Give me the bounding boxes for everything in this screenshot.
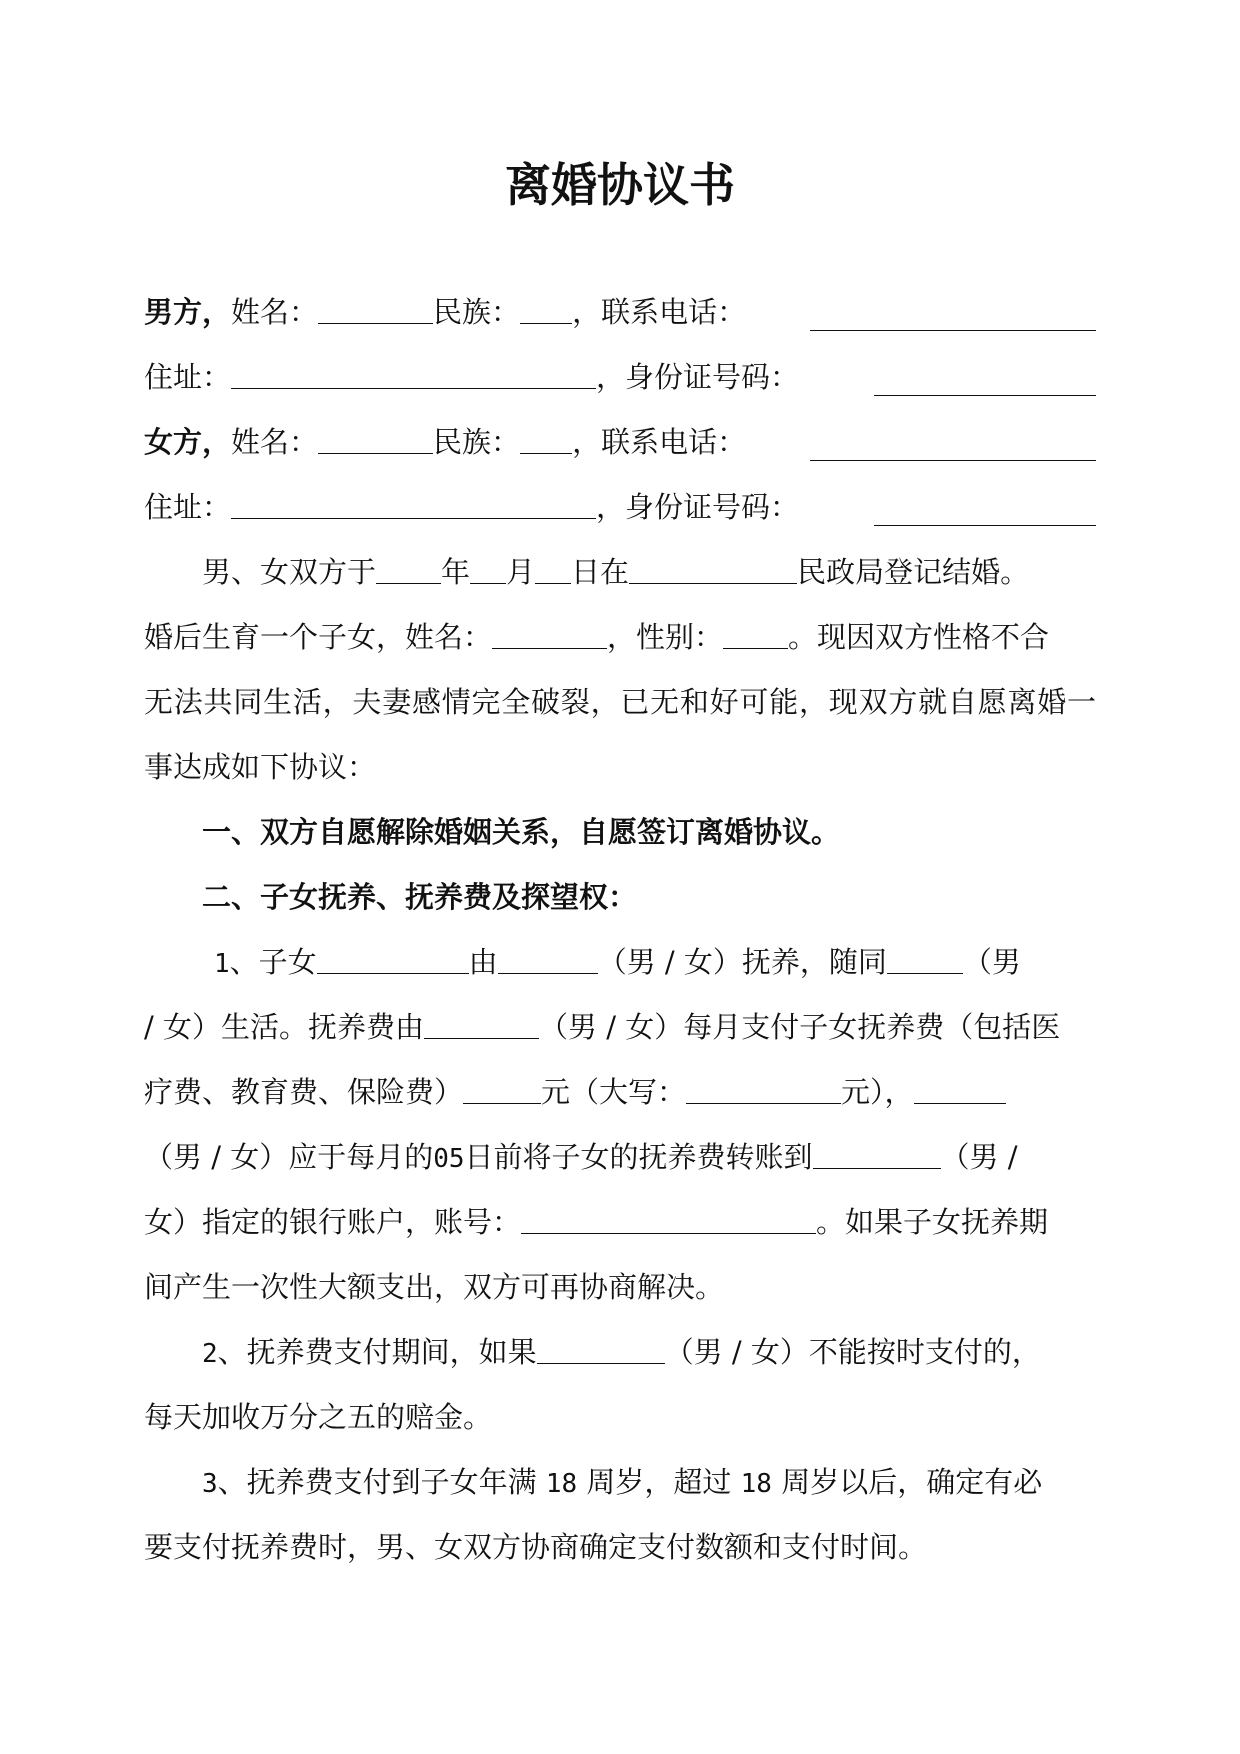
item-3-line-2: 要支付抚养费时，男、女双方协商确定支付数额和支付时间。 [144,1530,928,1564]
support-amount-words-field[interactable] [686,1077,841,1104]
child-name-field[interactable] [492,622,607,649]
woman-name-label: 姓名： [231,425,319,459]
woman-label: 女方 [144,425,203,459]
man-id-label: ，身份证号码： [596,360,800,394]
woman-ethnicity-label: 民族： [433,425,521,459]
item-1-line-5 [144,1190,1096,1255]
item-1-text: （男 [962,945,1021,979]
support-amount-field[interactable] [463,1077,541,1104]
intro-line-1 [144,540,1096,605]
woman-phone-field[interactable] [810,460,1096,461]
custody-parent-field[interactable] [498,947,598,974]
item-1-line-4 [144,1125,1096,1190]
item-1-text: （男 / [940,1140,1018,1174]
woman-id-label: ，身份证号码： [596,490,800,524]
item-1-text: 、子女 [229,945,317,979]
item-1-text: 日前将子女的抚养费转账到 [464,1140,813,1174]
man-address-field[interactable] [231,362,596,389]
item-1-text: 元）， [841,1075,914,1109]
woman-address-field[interactable] [231,492,596,519]
item-2-text: （男 / 女）不能按时支付的， [664,1335,1041,1369]
live-with-field[interactable] [887,947,963,974]
man-label-sep: ， [202,295,232,329]
item-3-number: 3 [202,1469,218,1499]
item-1-text: （男 / 女）抚养，随同 [597,945,887,979]
item-1-text: 疗费、教育费、保险费） [144,1075,464,1109]
item-3-text: 周岁以后，确定有必 [781,1465,1043,1499]
intro-text: ，性别： [607,620,724,654]
item-1-text: 。如果子女抚养期 [816,1205,1049,1239]
item-1-text: 元（大写： [541,1075,687,1109]
custody-child-field[interactable] [317,947,469,974]
item-2-number: 2 [202,1339,218,1369]
item-1-number: 1 [214,949,230,979]
woman-id-field[interactable] [874,525,1096,526]
bank-account-field[interactable] [521,1207,816,1234]
intro-text: 年 [441,555,471,589]
man-phone-label: ，联系电话： [572,295,747,329]
man-ethnicity-field[interactable] [520,297,572,324]
intro-text: 民政局登记结婚。 [797,555,1030,589]
intro-line-3: 无法共同生活，夫妻感情完全破裂，已无和好可能，现双方就自愿离婚一 [144,685,1096,719]
item-1-text: 由 [468,945,498,979]
woman-label-sep: ， [202,425,232,459]
item-1-line-3 [144,1060,1096,1125]
man-address-line [144,345,1096,410]
woman-ethnicity-field[interactable] [520,427,572,454]
item-3-text: 周岁，超过 [586,1465,732,1499]
child-gender-field[interactable] [723,622,788,649]
item-3-line-1 [144,1450,1096,1515]
marriage-year-field[interactable] [376,557,441,584]
document-title: 离婚协议书 [505,158,735,212]
woman-name-field[interactable] [318,427,433,454]
intro-text: 。现因双方性格不合 [788,620,1050,654]
man-address-label: 住址： [144,360,232,394]
woman-address-line [144,475,1096,540]
man-name-label: 姓名： [231,295,319,329]
transfer-payer-field[interactable] [914,1077,1006,1104]
intro-text: 月 [506,555,536,589]
document-body [144,280,1096,1580]
item-1-line-2 [144,995,1096,1060]
section-2-heading: 二、子女抚养、抚养费及探望权： [202,880,638,914]
payment-day: 05 [433,1144,465,1174]
man-phone-field[interactable] [810,330,1096,331]
late-payer-field[interactable] [537,1337,665,1364]
item-2-line-1 [144,1320,1096,1385]
intro-text: 日在 [571,555,630,589]
man-info-line [144,280,1096,345]
support-payer-field[interactable] [424,1012,539,1039]
man-ethnicity-label: 民族： [433,295,521,329]
item-2-line-2: 每天加收万分之五的赔金。 [144,1400,493,1434]
marriage-month-field[interactable] [470,557,506,584]
woman-address-label: 住址： [144,490,232,524]
item-1-text: / 女）生活。抚养费由 [144,1010,424,1044]
woman-info-line [144,410,1096,475]
item-1-text: （男 / 女）应于每月的 [144,1140,434,1174]
item-1-line-1 [144,930,1096,995]
civil-affairs-bureau-field[interactable] [629,557,797,584]
section-1-heading: 一、双方自愿解除婚姻关系，自愿签订离婚协议。 [202,815,841,849]
marriage-day-field[interactable] [535,557,571,584]
item-1-text: 女）指定的银行账户，账号： [144,1205,522,1239]
age-limit: 18 [740,1469,772,1499]
woman-phone-label: ，联系电话： [572,425,747,459]
item-2-text: 、抚养费支付期间，如果 [217,1335,537,1369]
intro-line-4: 事达成如下协议： [144,750,377,784]
item-1-text: （男 / 女）每月支付子女抚养费（包括医 [539,1010,1061,1044]
age-limit: 18 [545,1469,578,1499]
intro-text: 男、女双方于 [202,555,377,589]
transfer-recipient-field[interactable] [813,1142,941,1169]
item-3-text: 、抚养费支付到子女年满 [217,1465,537,1499]
intro-text: 婚后生育一个子女，姓名： [144,620,493,654]
man-label: 男方 [144,295,203,329]
man-id-field[interactable] [874,395,1096,396]
item-1-line-6: 间产生一次性大额支出，双方可再协商解决。 [144,1270,725,1304]
intro-line-2 [144,605,1096,670]
man-name-field[interactable] [318,297,433,324]
